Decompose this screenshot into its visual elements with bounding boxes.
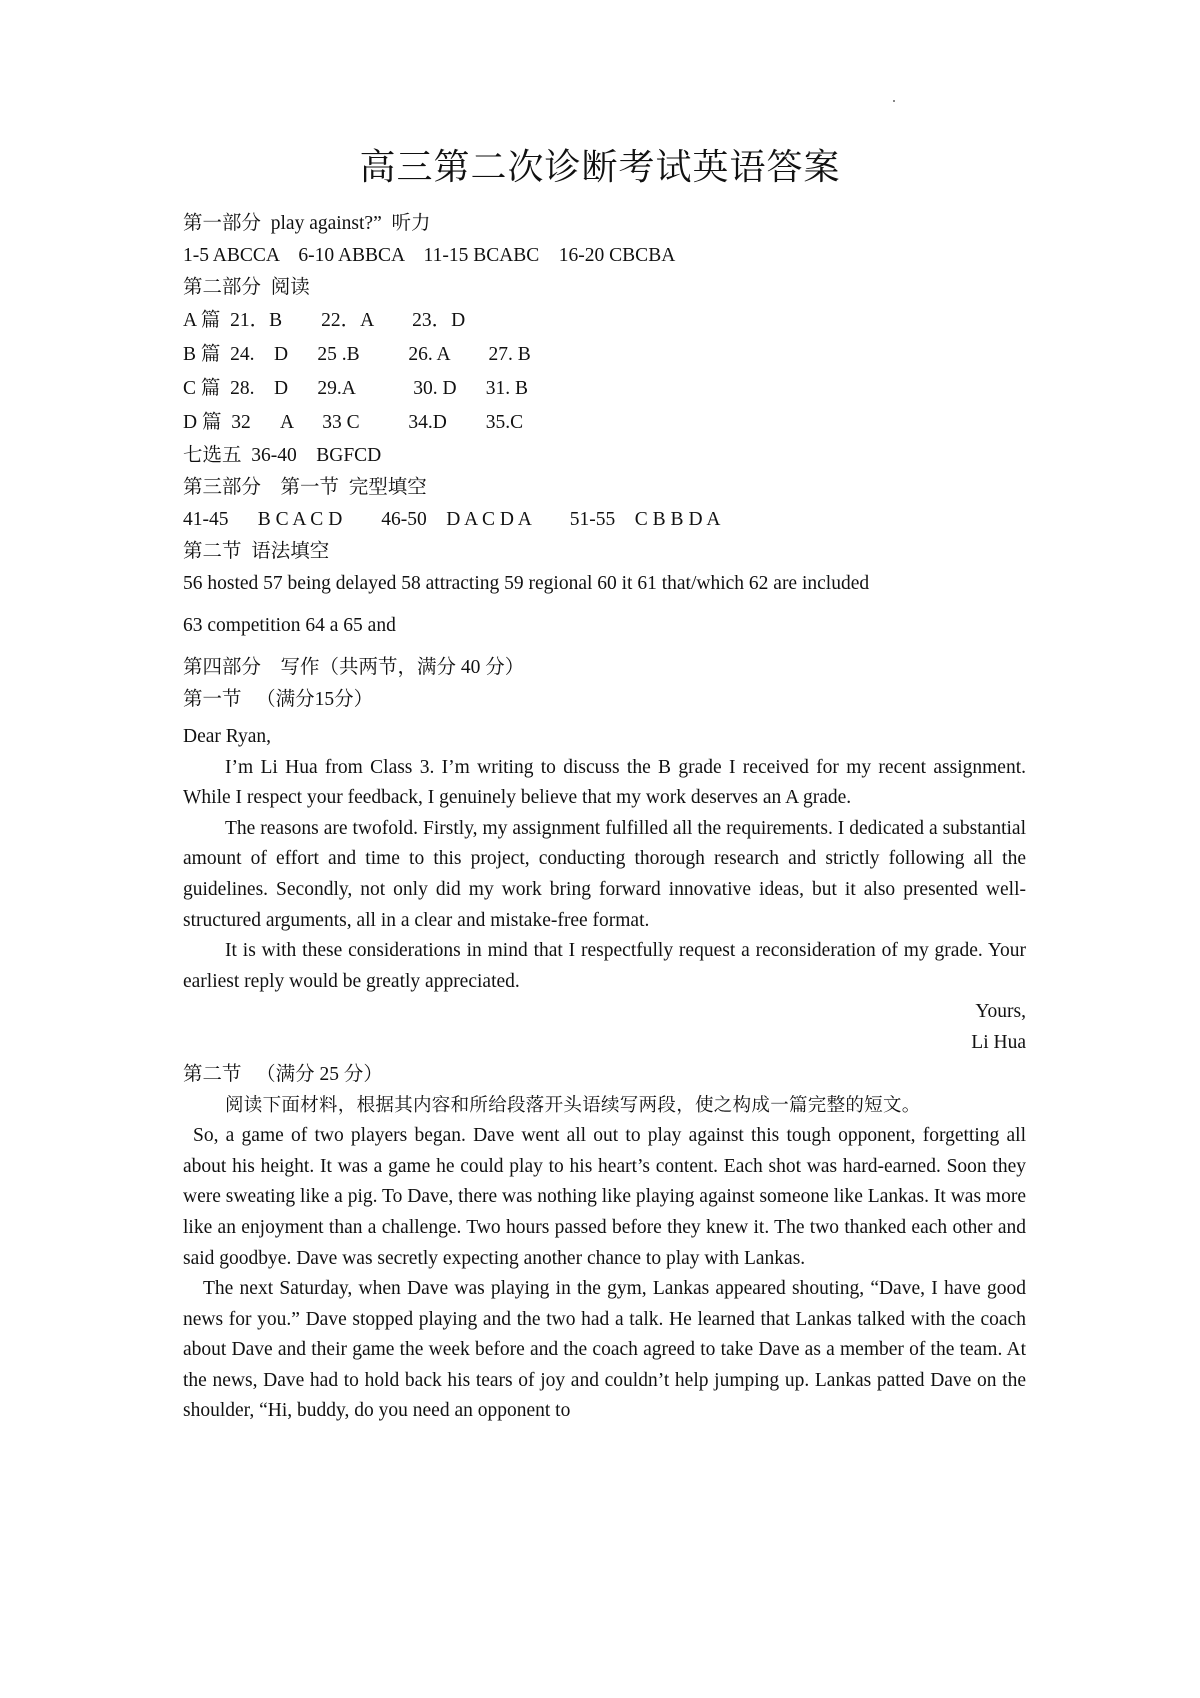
letter-paragraph: It is with these considerations in mind that I respectfully request a reconsideration of my grade. Your earliest reply would be greatly appreciated. (183, 940, 1026, 992)
continuation-paragraph: So, a game of two players began. Dave went all out to play against this tough opponent, forgetting all about his height. It was a game he could play to his heart’s content. Each shot was hard-earned. Soon they were sweating like a pig. To Dave, there was nothing like playing against someone like Lankas. It was more like an enjoyment than a challenge. Two hours passed before they knew it. The two thanked each other and said goodbye. Dave was secretly expecting another chance to play with Lankas. (183, 1125, 1026, 1269)
seven-choose-five-answers: 七选五 36-40 BGFCD (183, 445, 382, 466)
cloze-answers: 41-45 B C A C D 46-50 D A C D A 51-55 C B B D A (183, 509, 721, 530)
answer-content (183, 208, 1026, 1427)
grammar-answers-line-2: 63 competition 64 a 65 and (183, 615, 396, 636)
part4-heading: 第四部分 写作（共两节，满分 40 分） (183, 657, 525, 678)
scan-speck (893, 100, 895, 102)
continuation-writing (183, 1091, 1026, 1428)
reading-answers-c: C 篇 28. D 29.A 30. D 31. B (183, 378, 529, 399)
listening-answers: 1-5 ABCCA 6-10 ABBCA 11-15 BCABC 16-20 CBCBA (183, 245, 676, 266)
letter-salutation: Dear Ryan, (183, 726, 272, 747)
continuation-paragraph: The next Saturday, when Dave was playing in the gym, Lankas appeared shouting, “Dave, I have good news for you.” Dave stopped playing and the two had a talk. He learned that Lankas talked with the coach about Dave and their game the week before and the coach agreed to take Dave as a member of the team. At the news, Dave had to hold back his tears of joy and couldn’t help jumping up. Lankas patted Dave on the shoulder, “Hi, buddy, do you need an opponent to (183, 1278, 1026, 1422)
reading-answers-a: A 篇 21．B 22．A 23．D (183, 310, 466, 331)
letter-signature: Li Hua (971, 1031, 1026, 1053)
part3-heading: 第三部分 第一节 完型填空 (183, 477, 427, 498)
letter-closing: Yours, (975, 1001, 1026, 1023)
reading-answers-d: D 篇 32 A 33 C 34.D 35.C (183, 412, 524, 433)
letter-paragraph: I’m Li Hua from Class 3. I’m writing to discuss the B grade I received for my recent assignment. While I respect your feedback, I genuinely believe that my work deserves an A grade. (183, 756, 1026, 809)
part1-heading: 第一部分 play against?” 听力 (183, 213, 431, 234)
writing-section1-heading: 第一节 （满分15分） (183, 689, 374, 710)
page-title: 高三第二次诊断考试英语答案 (359, 147, 841, 188)
continuation-instruction: 阅读下面材料，根据其内容和所给段落开头语续写两段，使之构成一篇完整的短文。 (225, 1094, 921, 1116)
grammar-section-heading: 第二节 语法填空 (183, 541, 330, 562)
writing-section2-heading: 第二节 （满分 25 分） (183, 1063, 383, 1085)
reading-answers-b: B 篇 24. D 25 .B 26. A 27. B (183, 344, 531, 365)
part2-heading: 第二部分 阅读 (183, 277, 310, 298)
grammar-answers-line-1: 56 hosted 57 being delayed 58 attracting 59 regional 60 it 61 that/which 62 are included (183, 573, 870, 594)
letter-paragraph: The reasons are twofold. Firstly, my assignment fulfilled all the requirements. I dedicated a substantial amount of effort and time to this project, conducting thorough research and strictly following all the guidelines. Secondly, not only did my work bring forward innovative ideas, but it also presented well-structured arguments, all in a clear and mistake-free format. (183, 817, 1026, 931)
sample-letter (183, 722, 1026, 1059)
